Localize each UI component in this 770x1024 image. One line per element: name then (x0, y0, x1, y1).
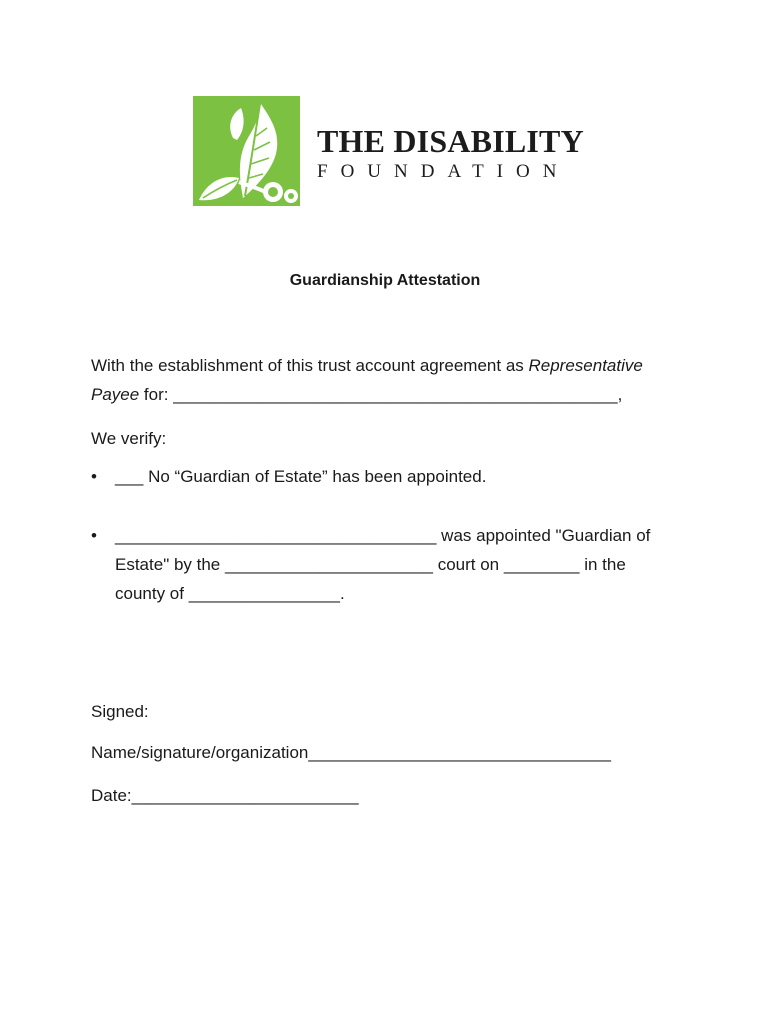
intro-text-before: With the establishment of this trust account agreement as (91, 356, 529, 375)
logo-line-1: THE DISABILITY (317, 123, 584, 159)
list-item (91, 462, 721, 491)
verify-label: We verify: (91, 429, 167, 448)
leaf-logo-icon (193, 96, 300, 206)
intro-paragraph (91, 351, 711, 409)
logo-line-2: FOUNDATION (317, 161, 570, 182)
date-field: Date:________________________ (91, 786, 359, 805)
list-item-text: ___ No “Guardian of Estate” has been appointed. (115, 467, 487, 486)
document-title: Guardianship Attestation (289, 272, 481, 289)
signed-label: Signed: (91, 702, 149, 721)
attestation-list (91, 462, 721, 638)
intro-italic-2: Payee (91, 385, 140, 404)
list-item-line-2: Estate" by the ______________________ court on ________ in the (115, 555, 626, 574)
bullet-icon: • (91, 526, 97, 545)
intro-text-after: for: _______________________________________________, (139, 385, 623, 404)
intro-italic-1: Representative (528, 356, 643, 375)
list-item-line-1: __________________________________ was appointed "Guardian of (115, 526, 651, 545)
list-item (91, 521, 721, 608)
name-signature-field: Name/signature/organization________________________________ (91, 743, 611, 762)
logo-text (317, 124, 584, 184)
logo (193, 96, 584, 206)
list-item-line-3: county of ________________. (115, 584, 345, 603)
bullet-icon: • (91, 467, 97, 486)
